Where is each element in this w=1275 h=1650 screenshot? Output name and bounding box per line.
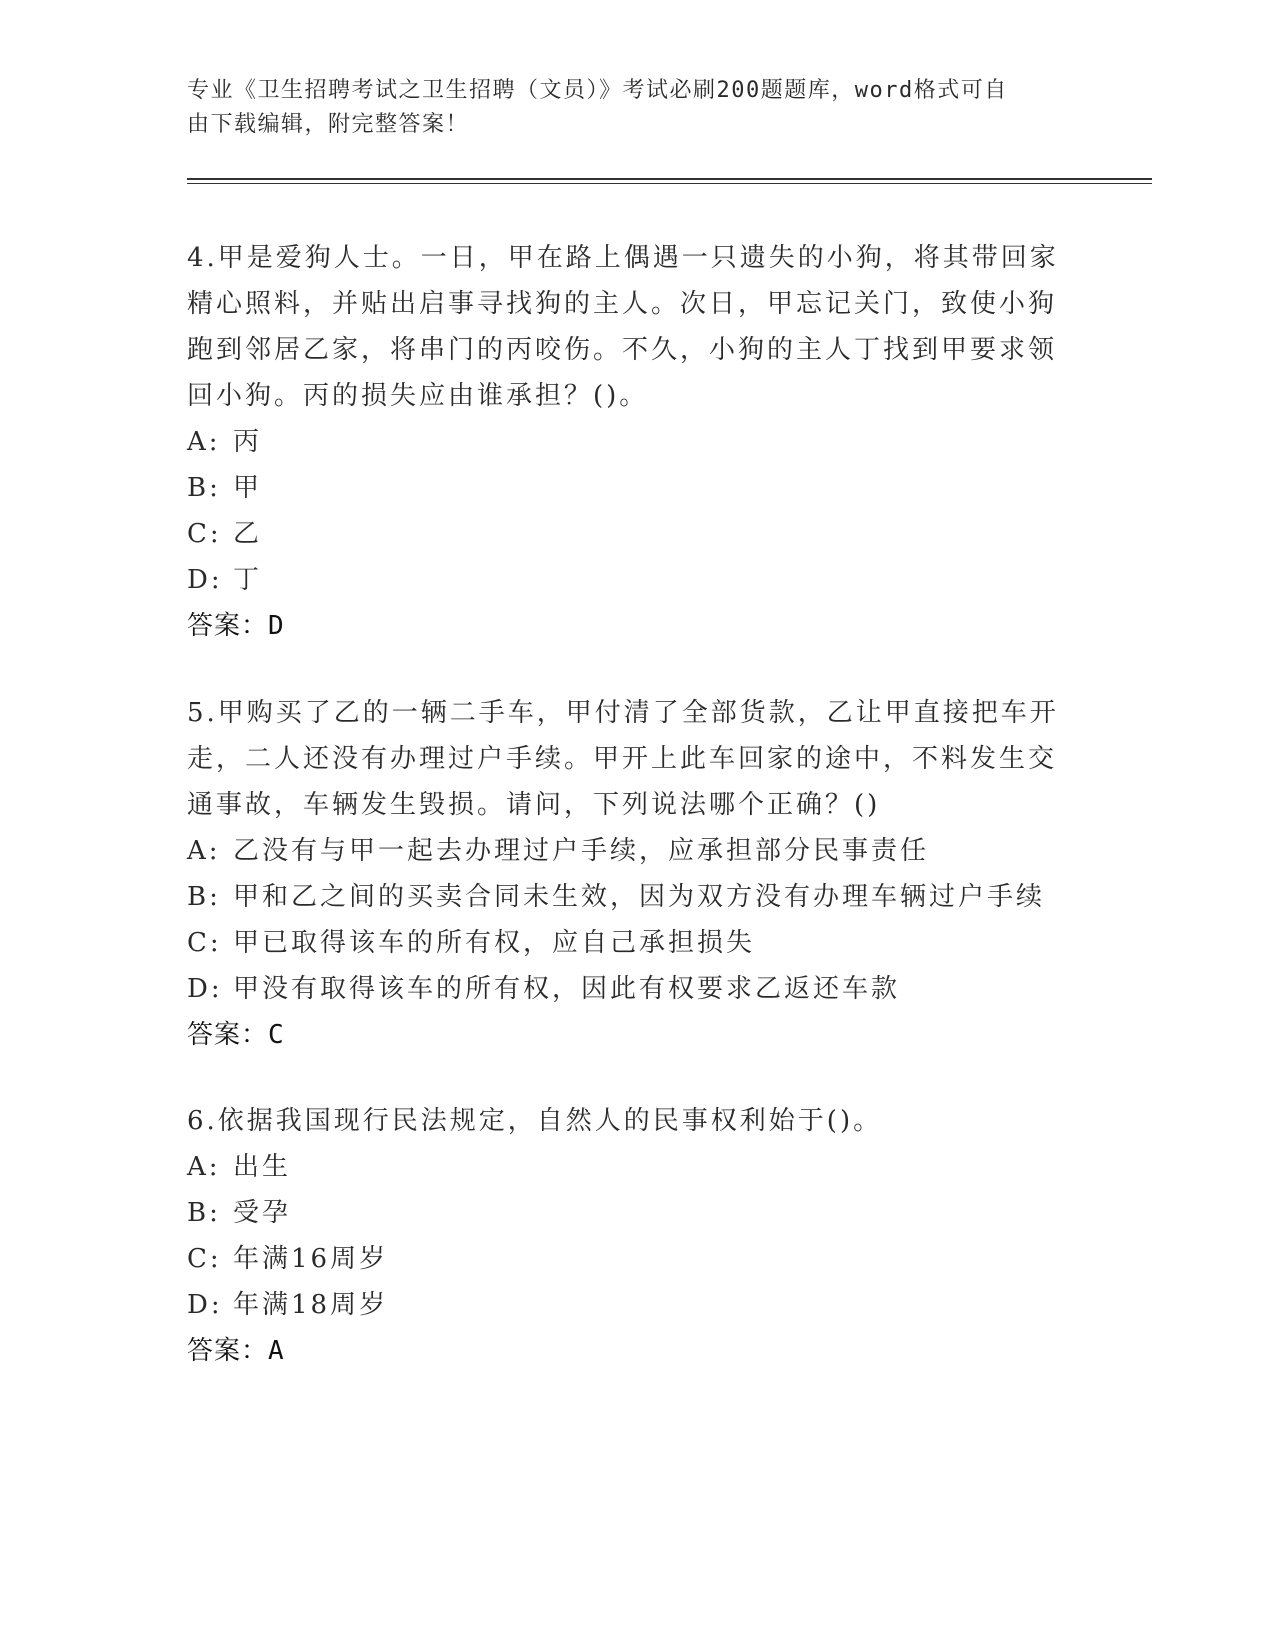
option-a <box>187 828 1067 874</box>
option-c <box>187 511 1067 557</box>
option-b <box>187 465 1067 511</box>
option-text: 年满18周岁 <box>233 1290 389 1320</box>
option-b <box>187 1190 1067 1236</box>
option-c <box>187 1236 1067 1282</box>
option-letter: B: <box>187 473 221 503</box>
question-stem-line: 跑到邻居乙家，将串门的丙咬伤。不久，小狗的主人丁找到甲要求领 <box>187 335 1058 365</box>
option-letter: B: <box>187 1198 221 1228</box>
option-letter: D: <box>187 565 223 595</box>
option-a <box>187 1144 1067 1190</box>
answer-line: 答案：D <box>187 611 285 641</box>
option-text: 受孕 <box>233 1198 292 1228</box>
option-letter: B: <box>187 882 221 912</box>
question-5 <box>187 690 1067 1058</box>
question-6 <box>187 1098 1067 1374</box>
option-text: 年满16周岁 <box>233 1244 389 1274</box>
header-line-1: 专业《卫生招聘考试之卫生招聘（文员）》考试必刷200题题库，word格式可自 <box>187 78 1008 103</box>
option-letter: A: <box>187 1152 221 1182</box>
option-a <box>187 419 1067 465</box>
option-letter: D: <box>187 1290 223 1320</box>
question-4 <box>187 235 1067 649</box>
option-text: 丁 <box>233 565 263 595</box>
answer-line: 答案：C <box>187 1020 285 1050</box>
question-stem-line: 4.甲是爱狗人士。一日，甲在路上偶遇一只遗失的小狗，将其带回家 <box>187 243 1059 273</box>
option-c <box>187 920 1067 966</box>
option-d <box>187 557 1067 603</box>
option-letter: A: <box>187 836 221 866</box>
question-stem-line: 通事故，车辆发生毁损。请问，下列说法哪个正确？() <box>187 790 881 820</box>
header-divider-thick <box>187 178 1152 180</box>
header-line-2: 由下载编辑，附完整答案！ <box>187 112 470 137</box>
option-letter: C: <box>187 519 222 549</box>
document-header <box>187 74 1067 142</box>
question-stem-line: 6.依据我国现行民法规定，自然人的民事权利始于()。 <box>187 1106 883 1136</box>
option-letter: C: <box>187 928 222 958</box>
option-text: 丙 <box>233 427 263 457</box>
option-d <box>187 966 1067 1012</box>
option-letter: D: <box>187 974 223 1004</box>
option-letter: C: <box>187 1244 222 1274</box>
option-text: 甲已取得该车的所有权，应自己承担损失 <box>233 928 756 958</box>
question-stem-line: 5.甲购买了乙的一辆二手车，甲付清了全部货款，乙让甲直接把车开 <box>187 698 1059 728</box>
option-letter: A: <box>187 427 221 457</box>
header-divider-thin <box>187 183 1152 184</box>
question-stem-line: 回小狗。丙的损失应由谁承担？()。 <box>187 381 649 411</box>
option-text: 乙没有与甲一起去办理过户手续，应承担部分民事责任 <box>233 836 930 866</box>
answer-line: 答案：A <box>187 1336 285 1366</box>
option-text: 甲和乙之间的买卖合同未生效，因为双方没有办理车辆过户手续 <box>233 882 1046 912</box>
option-d <box>187 1282 1067 1328</box>
question-stem-line: 精心照料，并贴出启事寻找狗的主人。次日，甲忘记关门，致使小狗 <box>187 289 1058 319</box>
option-b <box>187 874 1067 920</box>
option-text: 乙 <box>233 519 263 549</box>
question-stem-line: 走，二人还没有办理过户手续。甲开上此车回家的途中，不料发生交 <box>187 744 1058 774</box>
option-text: 甲 <box>233 473 263 503</box>
option-text: 出生 <box>233 1152 292 1182</box>
option-text: 甲没有取得该车的所有权，因此有权要求乙返还车款 <box>233 974 901 1004</box>
